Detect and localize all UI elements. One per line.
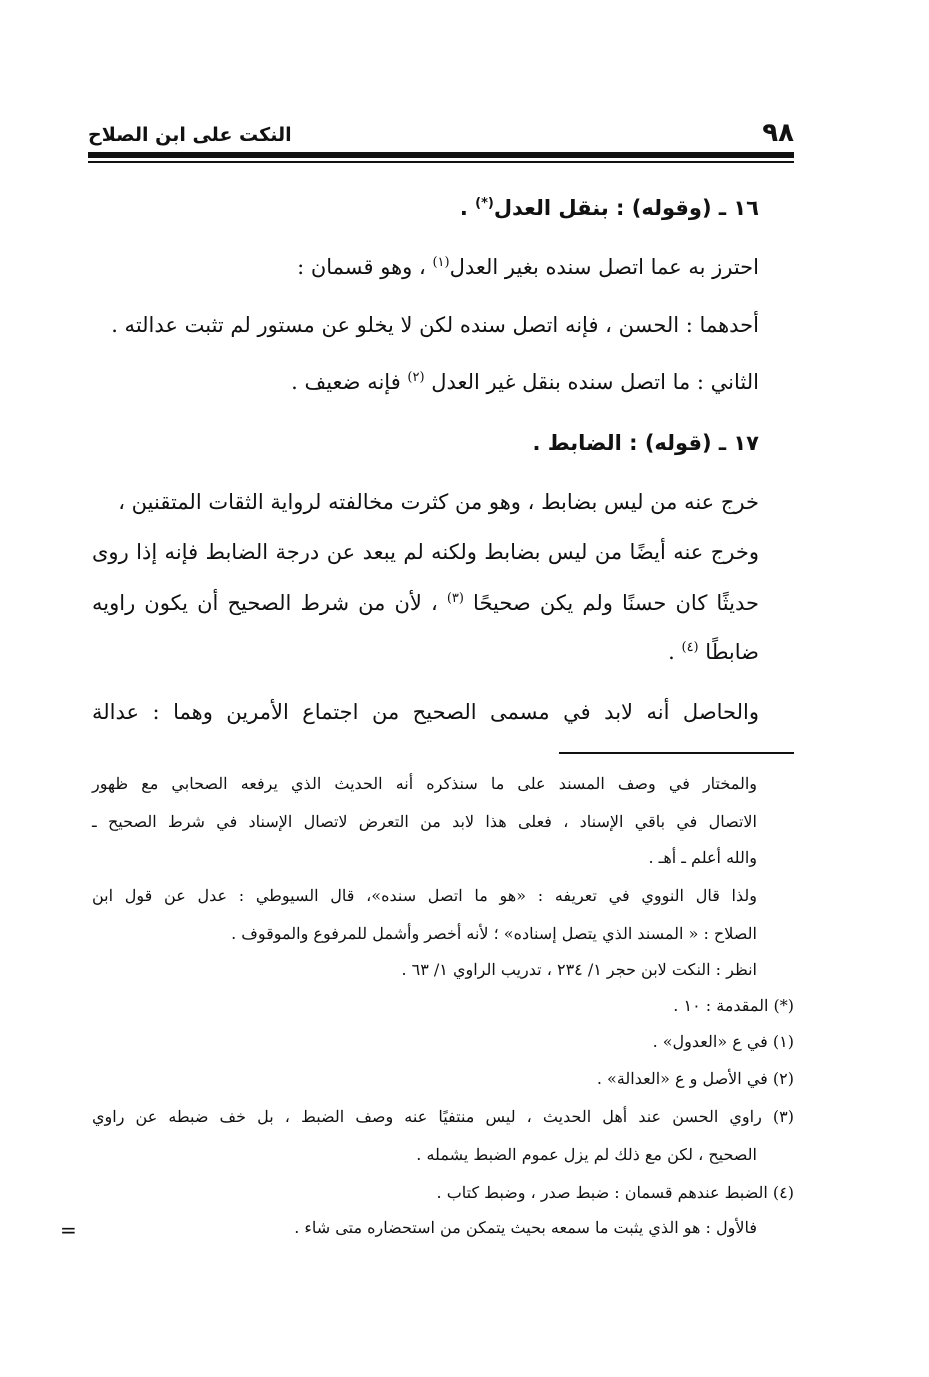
footnote-3-line-2: الصحيح ، لكن مع ذلك لم يزل عموم الضبط يشمله . (416, 1145, 757, 1164)
body-line-1 (297, 255, 759, 279)
body-line-6 (92, 591, 759, 615)
body-line-3-b: فإنه ضعيف . (291, 370, 408, 394)
footnote-ref-4: (٤) (681, 640, 699, 655)
body-line-7-b: . (668, 640, 682, 664)
footnote-1: (١) في ع «العدول» . (652, 1032, 794, 1051)
body-line-1-b: ، وهو قسمان : (297, 255, 433, 279)
footnote-3-line-1: (٣) راوي الحسن عند أهل الحديث ، ليس منتفيًا عنه وصف الضبط ، بل خف ضبطه عن راوي (92, 1107, 794, 1126)
body-line-3 (291, 370, 759, 394)
footnote-cont-line-2: الاتصال في باقي الإسناد ، فعلى هذا لابد من التعرض لاتصال الإسناد في شرط الصحيح ـ (92, 812, 757, 831)
body-line-7-a: ضابطًا (698, 640, 759, 664)
body-line-1-a: احترز به عما اتصل سنده بغير العدل (449, 255, 759, 279)
footnote-cont-line-3: والله أعلم ـ أهـ . (648, 848, 757, 867)
body-line-5: وخرج عنه أيضًا من ليس بضابط ولكنه لم يبعد عن درجة الضابط فإنه إذا روى (92, 540, 759, 564)
body-line-6-a: حديثًا كان حسنًا ولم يكن صحيحًا (463, 591, 759, 615)
footnote-ref-1: (١) (432, 255, 450, 270)
heading-17: ١٧ ـ (قوله) : الضابط . (532, 431, 759, 455)
body-line-7 (668, 640, 759, 664)
page-number: ٩٨ (762, 118, 794, 148)
footnote-cont-line-4: ولذا قال النووي في تعريفه : «هو ما اتصل سنده»، قال السيوطي : عدل عن قول ابن (92, 886, 757, 905)
running-title: النكت على ابن الصلاح (88, 124, 292, 146)
footnote-2: (٢) في الأصل و ع «العدالة» . (596, 1069, 794, 1088)
footnote-4-line-2: فالأول : هو الذي يثبت ما سمعه بحيث يتمكن من استحضاره متى شاء . (294, 1218, 757, 1237)
footnote-cont-line-6: انظر : النكت لابن حجر ١/ ٢٣٤ ، تدريب الراوي ١/ ٦٣ . (401, 960, 757, 979)
heading-16-text: ١٦ ـ (وقوله) : بنقل العدل (493, 196, 759, 220)
body-line-6-b: ، لأن من شرط الصحيح أن يكون راويه (92, 591, 447, 615)
footnote-cont-line-1: والمختار في وصف المسند على ما سنذكره أنه الحديث الذي يرفعه الصحابي مع ظهور (92, 774, 757, 793)
header-rule-thick (88, 152, 794, 158)
footnote-ref-2: (٢) (407, 370, 425, 385)
footnote-ref-3: (٣) (446, 591, 464, 606)
continuation-mark: = (60, 1218, 77, 1242)
footnote-separator (559, 752, 794, 754)
body-line-2: أحدهما : الحسن ، فإنه اتصل سنده لكن لا يخلو عن مستور لم تثبت عدالته . (111, 313, 759, 337)
footnote-cont-line-5: الصلاح : « المسند الذي يتصل إسناده» ؛ لأنه أخصر وأشمل للمرفوع والموقوف . (231, 924, 757, 943)
body-line-3-a: الثاني : ما اتصل سنده بنقل غير العدل (424, 370, 759, 394)
heading-16-footnote-ref: (*) (475, 196, 494, 211)
footnote-4-line-1: (٤) الضبط عندهم قسمان : ضبط صدر ، وضبط كتاب . (436, 1183, 794, 1202)
body-line-4: خرج عنه من ليس بضابط ، وهو من كثرت مخالفته لرواية الثقات المتقنين ، (118, 490, 759, 514)
body-line-8: والحاصل أنه لابد في مسمى الصحيح من اجتماع الأمرين وهما : عدالة (92, 700, 759, 724)
header-rule-thin (88, 161, 794, 163)
footnote-star: (*) المقدمة : ١٠ . (673, 996, 794, 1015)
heading-16 (460, 196, 759, 220)
heading-16-end: . (459, 196, 476, 220)
